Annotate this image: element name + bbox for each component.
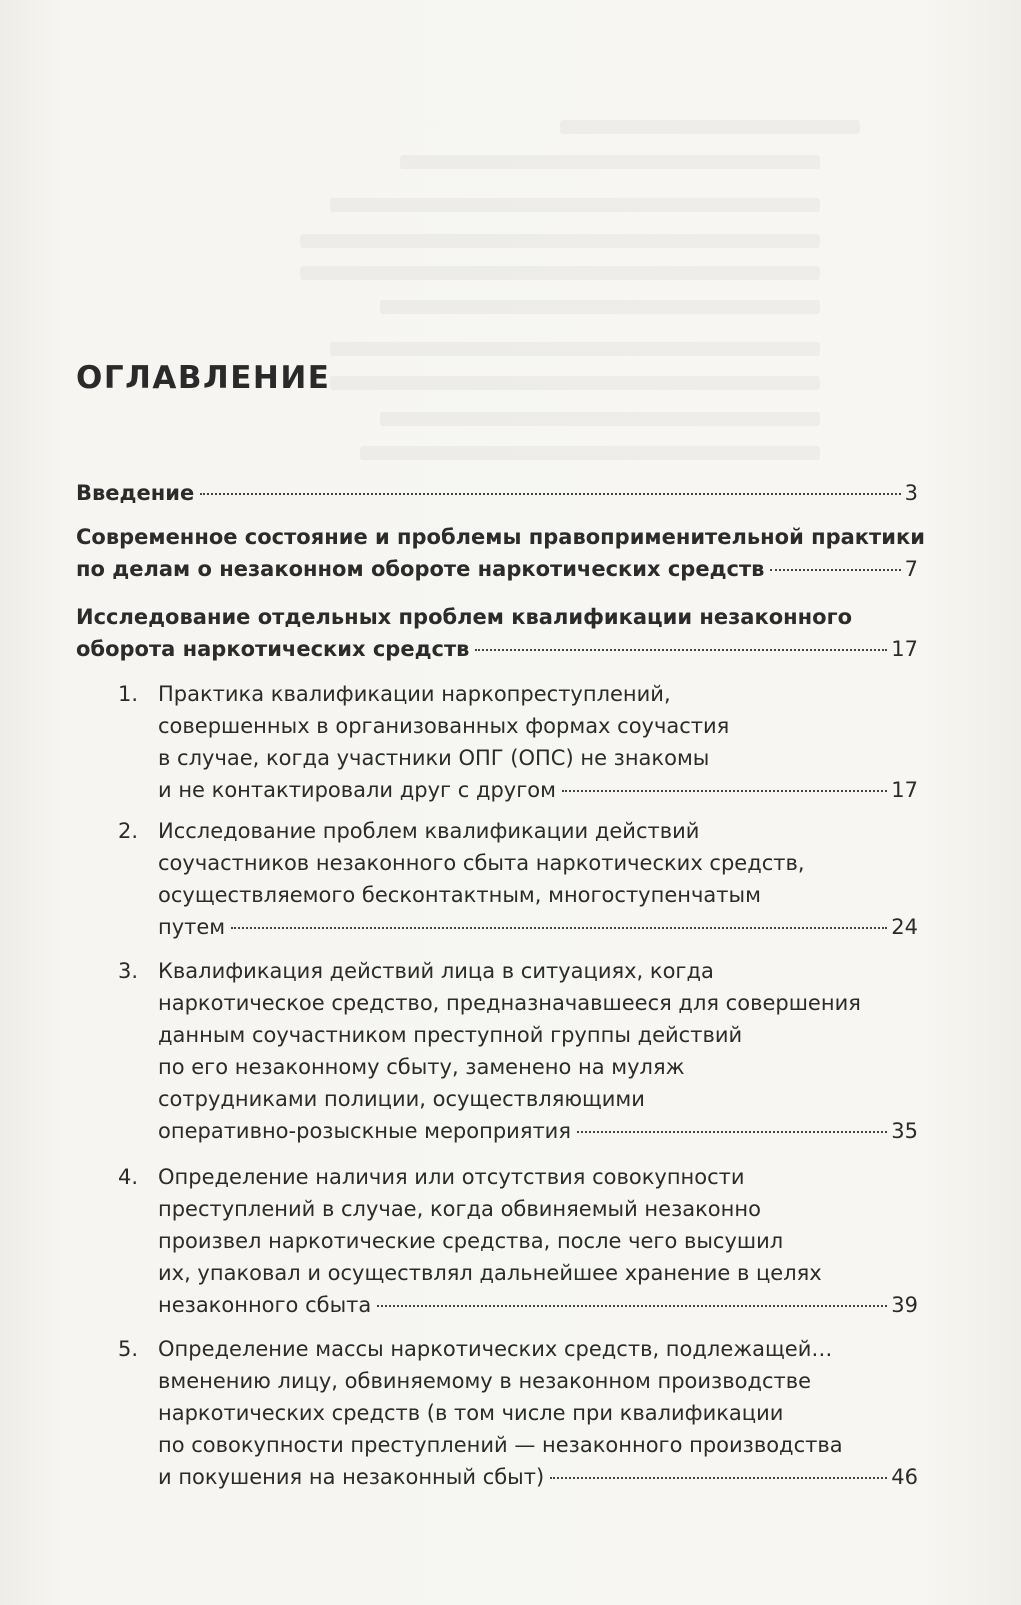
dot-leader: [475, 649, 887, 651]
toc-subentry-line: вменению лицу, обвиняемому в незаконном производстве: [158, 1369, 812, 1393]
toc-subentry-line: совершенных в организованных формах соучастия: [158, 714, 730, 738]
bleed-through-line: [300, 266, 820, 280]
toc-entry-last-line: [76, 633, 918, 665]
toc-subentry-line: соучастников незаконного сбыта наркотических средств,: [158, 851, 805, 875]
toc-subentry-last-line: [158, 1461, 918, 1493]
toc-subentry-number: 3.: [118, 959, 139, 983]
toc-subentry-last-line: [158, 774, 918, 806]
toc-subentry-line: наркотических средств (в том числе при квалификации: [158, 1401, 784, 1425]
toc-entry-title-line: оборота наркотических средств: [76, 637, 470, 661]
toc-subentry-3[interactable]: [118, 955, 918, 1147]
toc-subentry-line: сотрудниками полиции, осуществляющими: [158, 1087, 645, 1111]
toc-page-number: 17: [891, 778, 918, 802]
bleed-through-line: [360, 446, 820, 460]
toc-entry-title-line: Современное состояние и проблемы правоприменительной практики: [76, 525, 925, 549]
bleed-through-line: [380, 300, 820, 314]
table-of-contents-heading: ОГЛАВЛЕНИЕ: [76, 360, 331, 396]
toc-subentry-last-line: [158, 911, 918, 943]
toc-subentry-4[interactable]: [118, 1161, 918, 1321]
dot-leader: [550, 1477, 887, 1479]
toc-subentry-line: путем: [158, 915, 226, 939]
toc-subentry-line: их, упаковал и осуществлял дальнейшее хранение в целях: [158, 1261, 822, 1285]
toc-page-number: 35: [891, 1119, 918, 1143]
bleed-through-line: [400, 155, 820, 169]
toc-subentry-line: Практика квалификации наркопреступлений,: [158, 682, 671, 706]
toc-entry-research[interactable]: [76, 601, 918, 665]
dot-leader: [200, 493, 900, 495]
toc-entry-title: Введение: [76, 481, 195, 505]
toc-page-number: 46: [891, 1465, 918, 1489]
toc-entry-last-line: [76, 553, 918, 585]
toc-subentry-number: 1.: [118, 682, 139, 706]
toc-page-number: 39: [891, 1293, 918, 1317]
dot-leader: [770, 569, 900, 571]
toc-subentry-line: и покушения на незаконный сбыт): [158, 1465, 545, 1489]
toc-subentry-last-line: [158, 1289, 918, 1321]
toc-subentry-line: оперативно-розыскные мероприятия: [158, 1119, 571, 1143]
dot-leader: [562, 790, 887, 792]
toc-entry-title-line: по делам о незаконном обороте наркотических средств: [76, 557, 765, 581]
toc-subentry-line: данным соучастником преступной группы действий: [158, 1023, 743, 1047]
toc-entry-current-state[interactable]: [76, 521, 925, 585]
toc-subentry-number: 2.: [118, 819, 139, 843]
bleed-through-line: [330, 342, 820, 356]
toc-subentry-line: осуществляемого бесконтактным, многоступенчатым: [158, 883, 761, 907]
bleed-through-line: [560, 120, 860, 134]
toc-entry-last-line: [76, 477, 918, 509]
toc-entry-title-line: Исследование отдельных проблем квалификации незаконного: [76, 605, 853, 629]
toc-subentry-2[interactable]: [118, 815, 918, 943]
toc-subentry-line: Определение массы наркотических средств, подлежащей…: [158, 1337, 833, 1361]
toc-subentry-last-line: [158, 1115, 918, 1147]
toc-subentry-line: и не контактировали друг с другом: [158, 778, 556, 802]
toc-subentry-line: Квалификация действий лица в ситуациях, когда: [158, 959, 714, 983]
bleed-through-line: [300, 234, 820, 248]
toc-subentry-line: произвел наркотические средства, после чего высушил: [158, 1229, 784, 1253]
toc-page-number: 24: [891, 915, 918, 939]
bleed-through-line: [380, 412, 820, 426]
toc-page-number: 3: [904, 481, 918, 505]
dot-leader: [377, 1305, 887, 1307]
toc-subentry-1[interactable]: [118, 678, 918, 806]
toc-subentry-line: по его незаконному сбыту, заменено на муляж: [158, 1055, 685, 1079]
toc-subentry-number: 4.: [118, 1165, 139, 1189]
dot-leader: [231, 927, 887, 929]
toc-page-number: 17: [891, 637, 918, 661]
bleed-through-line: [330, 198, 820, 212]
dot-leader: [577, 1131, 887, 1133]
toc-subentry-line: в случае, когда участники ОПГ (ОПС) не знакомы: [158, 746, 710, 770]
toc-subentry-line: незаконного сбыта: [158, 1293, 372, 1317]
toc-subentry-line: Исследование проблем квалификации действий: [158, 819, 700, 843]
toc-subentry-line: по совокупности преступлений — незаконного производства: [158, 1433, 843, 1457]
toc-page-number: 7: [904, 557, 918, 581]
toc-entry-introduction[interactable]: [76, 477, 918, 509]
bleed-through-line: [330, 376, 820, 390]
toc-subentry-number: 5.: [118, 1337, 139, 1361]
toc-subentry-5[interactable]: [118, 1333, 918, 1493]
toc-subentry-line: Определение наличия или отсутствия совокупности: [158, 1165, 745, 1189]
toc-subentry-line: наркотическое средство, предназначавшееся для совершения: [158, 991, 861, 1015]
toc-subentry-line: преступлений в случае, когда обвиняемый незаконно: [158, 1197, 761, 1221]
